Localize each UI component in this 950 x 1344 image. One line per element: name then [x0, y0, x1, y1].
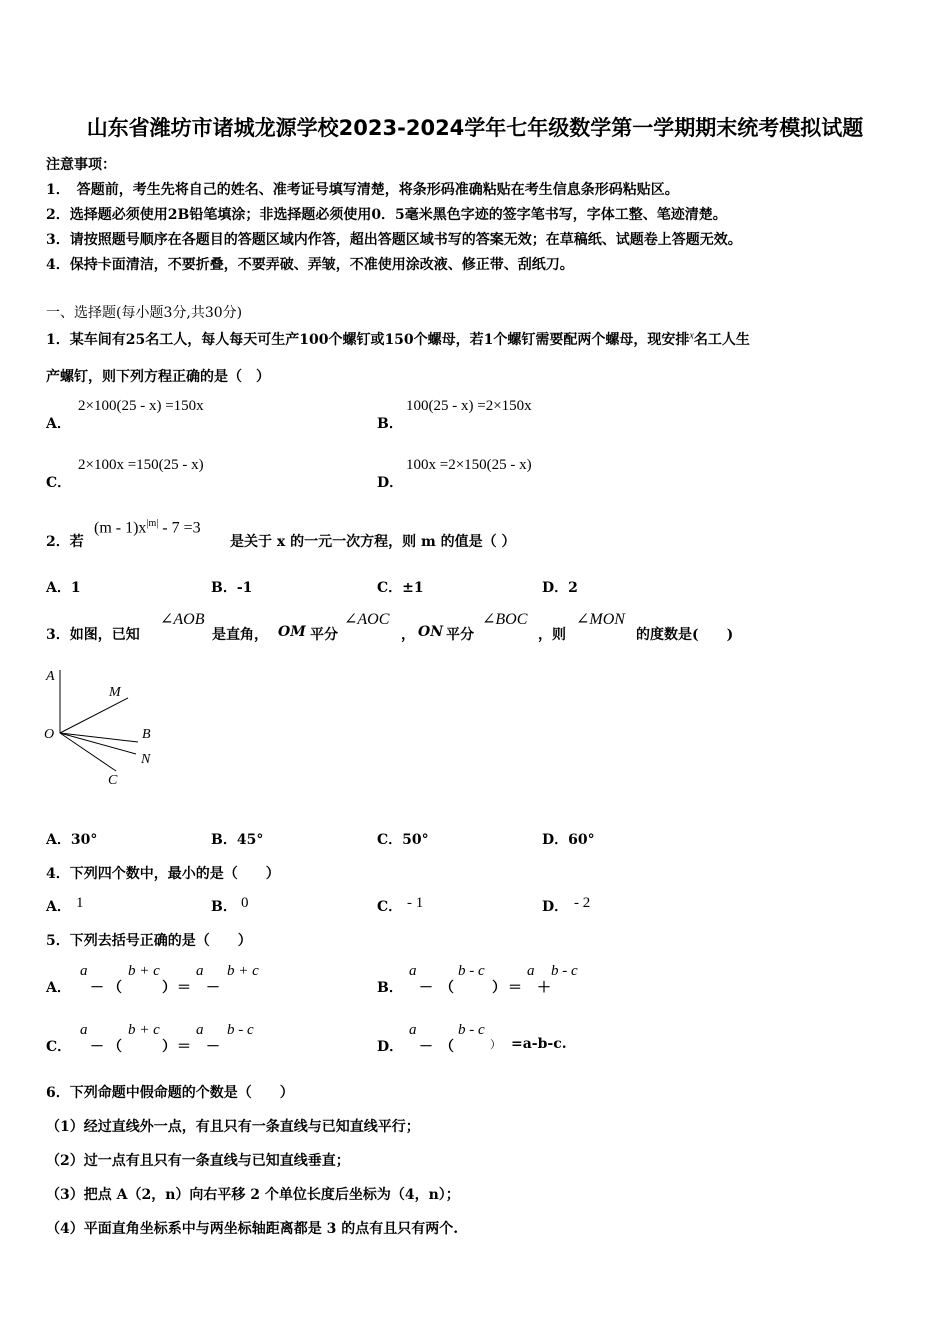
q2-post: 是关于 x 的一元一次方程，则 m 的值是（ ）	[230, 534, 516, 550]
q1-option-b-label: B．	[377, 416, 403, 432]
notice-item: 3．请按照题号顺序在各题目的答题区域内作答，超出答题区域书写的答案无效；在草稿纸、试题卷上答题无效。	[46, 232, 742, 248]
q4-option-c-value: - 1	[407, 895, 424, 911]
q1-stem-line2: 产螺钉，则下列方程正确的是（ ）	[46, 369, 270, 385]
q3-option-c: C．50°	[377, 832, 429, 848]
label-o: O	[44, 727, 55, 742]
q5a-a2: a	[196, 963, 204, 979]
q4-option-a-label: A．	[46, 899, 71, 915]
q4-option-b-label: B．	[211, 899, 237, 915]
q1-option-a-expr: 2×100(25 - x) =150x	[78, 398, 204, 414]
q5c-rparen: ）	[162, 1039, 176, 1055]
q5c-op: －	[206, 1039, 220, 1055]
q5-option-b-label: B．	[377, 980, 403, 996]
q5a-equals: ＝	[177, 980, 191, 996]
q5-stem: 5．下列去括号正确的是（ ）	[46, 933, 252, 949]
notice-item: 4．保持卡面清洁，不要折叠，不要弄破、弄皱，不准使用涂改液、修正带、刮纸刀。	[46, 257, 574, 273]
q6-item: （4）平面直角坐标系中与两坐标轴距离都是 3 的点有且只有两个.	[46, 1221, 459, 1237]
q4-option-c-label: C．	[377, 899, 403, 915]
q5-option-c-label: C．	[46, 1039, 72, 1055]
q6-item: （3）把点 A（2，n）向右平移 2 个单位长度后坐标为（4，n）；	[46, 1187, 460, 1203]
q2-option-c: C．±1	[377, 580, 424, 596]
q6-stem: 6．下列命题中假命题的个数是（ ）	[46, 1085, 294, 1101]
q3-angle-aoc: ∠AOC	[344, 611, 390, 628]
q3-on: ON	[418, 624, 443, 640]
q3-text: 是直角，	[212, 627, 268, 643]
notice-item: 2．选择题必须使用2B铅笔填涂；非选择题必须使用0．5毫米黑色字迹的签字笔书写，字体工整、笔迹清楚。	[46, 207, 727, 223]
q5d-inner: b - c	[458, 1022, 485, 1038]
q5c-inner: b + c	[128, 1022, 160, 1038]
q5d-rparen: ）	[490, 1038, 501, 1051]
q4-stem: 4．下列四个数中，最小的是（ ）	[46, 866, 280, 882]
q6-item: （1）经过直线外一点，有且只有一条直线与已知直线平行；	[46, 1119, 420, 1135]
q5b-inner: b - c	[458, 963, 485, 979]
q5c-equals: ＝	[177, 1039, 191, 1055]
q1-option-d-label: D．	[377, 475, 404, 491]
q5b-a2: a	[527, 963, 535, 979]
q4-option-b-value: 0	[241, 895, 249, 911]
q5a-lparen: （	[108, 980, 122, 996]
q5c-minus: －	[90, 1039, 104, 1055]
q5a-inner: b + c	[128, 963, 160, 979]
q3-option-a: A．30°	[46, 832, 98, 848]
q5c-result: b - c	[227, 1022, 254, 1038]
q2-pre: 2．若	[46, 534, 84, 550]
q2-equation: $(m - 1)x^{|m|} - 7 =3$	[94, 518, 201, 537]
q5d-lparen: （	[440, 1039, 454, 1055]
q5d-a: a	[409, 1022, 417, 1038]
q1-option-c-expr: 2×100x =150(25 - x)	[78, 457, 204, 473]
q1-option-d-expr: 100x =2×150(25 - x)	[406, 457, 532, 473]
q1-stem-line1: 1．某车间有25名工人，每人每天可生产100个螺钉或150个螺母，若1个螺钉需要配两个螺母，现安排$^x$名工人生	[46, 330, 750, 348]
q3-option-d: D．60°	[542, 832, 595, 848]
q5d-minus: －	[419, 1039, 433, 1055]
label-b: B	[142, 727, 151, 742]
q1-option-b-expr: 100(25 - x) =2×150x	[406, 398, 532, 414]
q5b-op: ＋	[537, 980, 551, 996]
q5b-result: b - c	[551, 963, 578, 979]
q5b-equals: ＝	[508, 980, 522, 996]
section-heading: 一、选择题(每小题3分,共30分)	[46, 305, 243, 321]
q5b-a: a	[409, 963, 417, 979]
q4-option-a-value: 1	[76, 895, 84, 911]
q1-option-c-label: C．	[46, 475, 72, 491]
q5c-lparen: （	[108, 1039, 122, 1055]
q3-om: OM	[278, 624, 306, 640]
q3-angle-figure	[40, 660, 170, 790]
q4-option-d-value: - 2	[574, 895, 591, 911]
label-n: N	[141, 752, 151, 767]
q3-text: ，	[401, 627, 415, 643]
q5a-op: －	[206, 980, 220, 996]
notice-heading: 注意事项：	[46, 157, 116, 173]
q5a-result: b + c	[227, 963, 259, 979]
q3-angle-aob: ∠AOB	[160, 611, 205, 628]
q2-option-a: A．1	[46, 580, 81, 596]
q5b-lparen: （	[440, 980, 454, 996]
q4-option-d-label: D．	[542, 899, 569, 915]
q3-angle-boc: ∠BOC	[482, 611, 528, 628]
page-title: 山东省潍坊市诸城龙源学校2023-2024学年七年级数学第一学期期末统考模拟试题	[86, 116, 864, 140]
q3-pre: 3．如图，已知	[46, 627, 140, 643]
q3-option-b: B．45°	[211, 832, 264, 848]
q5a-a: a	[80, 963, 88, 979]
q3-post: 的度数是( )	[636, 627, 734, 643]
q6-item: （2）过一点有且只有一条直线与已知直线垂直；	[46, 1153, 350, 1169]
q3-angle-mon: ∠MON	[576, 611, 625, 628]
notice-item: 1． 答题前，考生先将自己的姓名、准考证号填写清楚，将条形码准确粘贴在考生信息条形码粘贴区。	[46, 182, 679, 198]
label-a: A	[46, 669, 55, 684]
q5c-a2: a	[196, 1022, 204, 1038]
q5a-rparen: ）	[162, 980, 176, 996]
q5-option-d-label: D．	[377, 1039, 404, 1055]
ray-on	[60, 733, 136, 754]
q5b-rparen: ）	[492, 980, 506, 996]
q3-text: 平分	[446, 627, 474, 643]
q3-text: 平分	[310, 627, 338, 643]
q2-option-d: D．2	[542, 580, 578, 596]
label-c: C	[108, 773, 118, 788]
q2-option-b: B．-1	[211, 580, 253, 596]
ray-om	[60, 698, 128, 733]
q3-text: ，则	[538, 627, 566, 643]
q5b-minus: －	[419, 980, 433, 996]
q1-option-a-label: A．	[46, 416, 71, 432]
label-m: M	[109, 685, 121, 700]
q5d-tail: =a-b-c.	[511, 1036, 567, 1052]
q5a-minus: －	[90, 980, 104, 996]
q5c-a: a	[80, 1022, 88, 1038]
q5-option-a-label: A．	[46, 980, 71, 996]
